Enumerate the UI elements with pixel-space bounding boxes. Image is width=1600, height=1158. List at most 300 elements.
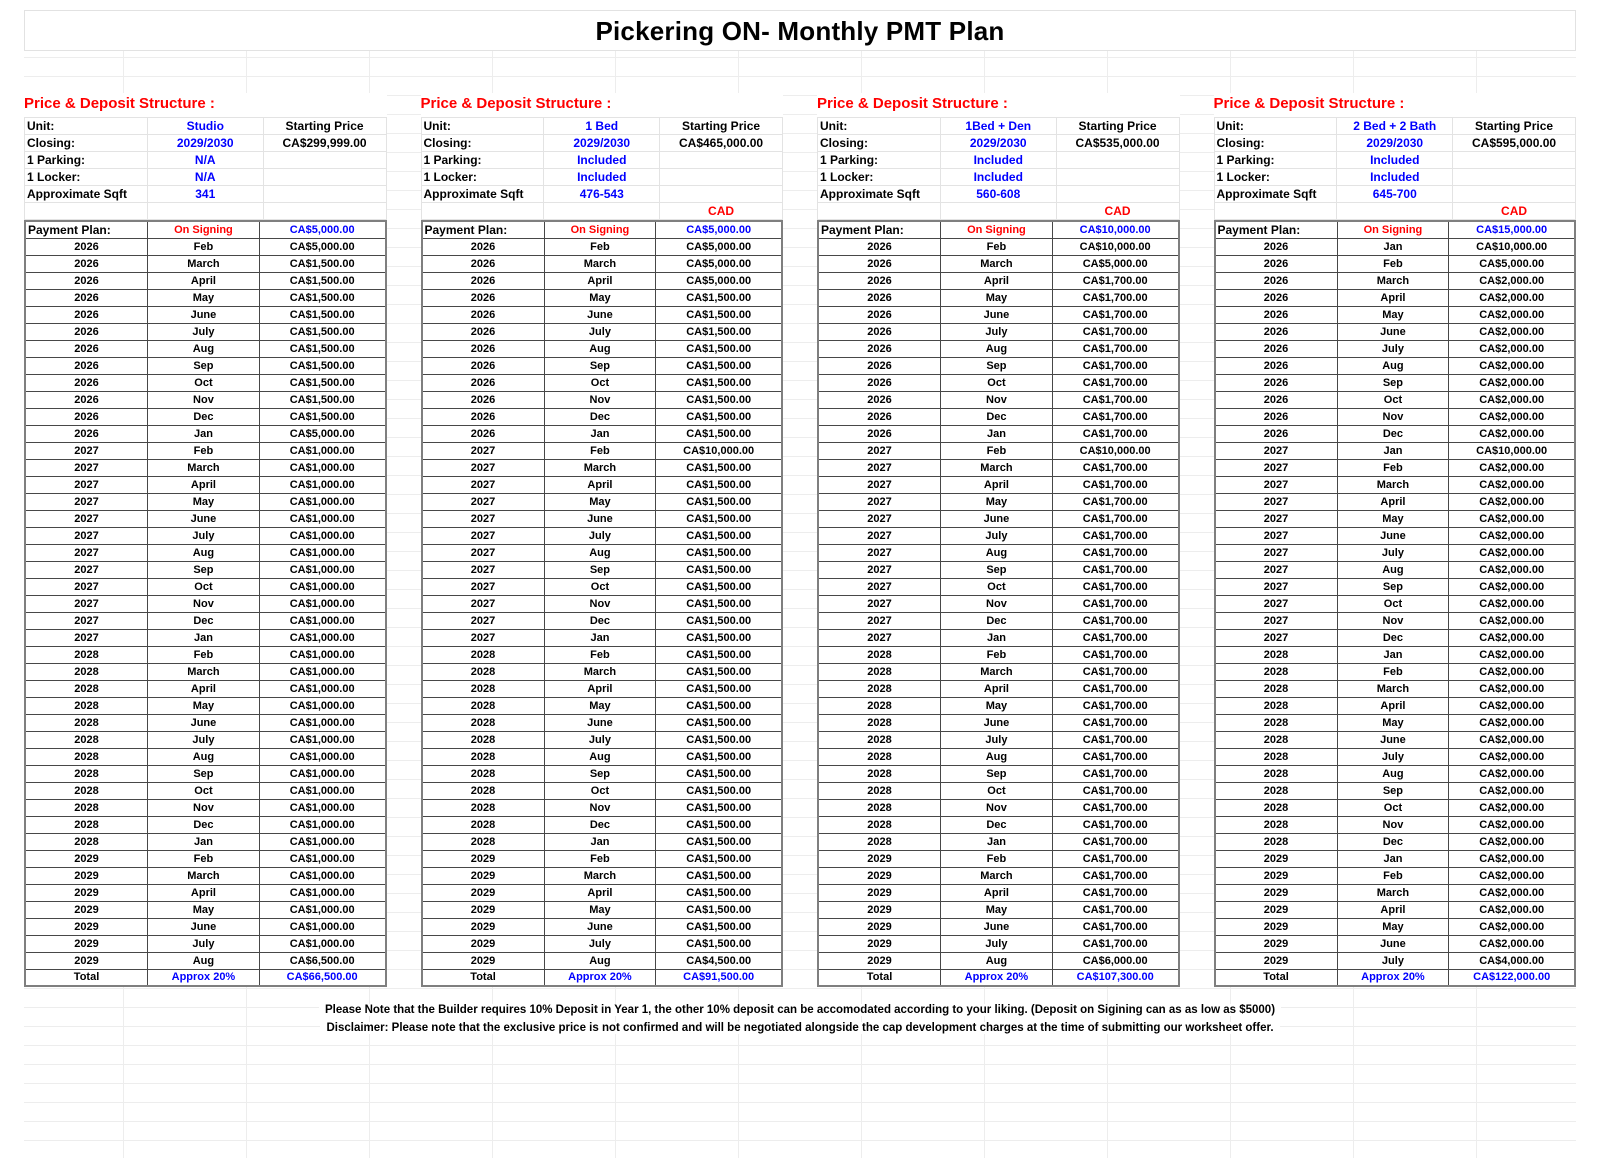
payment-year: 2028 — [25, 697, 148, 714]
payment-month: Sep — [1337, 374, 1449, 391]
payment-year: 2026 — [422, 374, 545, 391]
info-row — [818, 152, 1180, 169]
payment-month: June — [148, 510, 260, 527]
info-row — [25, 135, 387, 152]
payment-row — [1215, 527, 1576, 544]
payment-amount: CA$1,000.00 — [259, 493, 385, 510]
payment-year: 2028 — [25, 816, 148, 833]
payment-year: 2026 — [1215, 255, 1338, 272]
payment-row — [422, 255, 783, 272]
payment-plan-table — [817, 220, 1180, 987]
payment-amount: CA$1,500.00 — [656, 476, 782, 493]
payment-month: Oct — [544, 578, 656, 595]
plan-section-1bed-den — [817, 93, 1180, 987]
payment-year: 2027 — [1215, 561, 1338, 578]
payment-year: 2026 — [818, 408, 941, 425]
payment-month: Aug — [544, 952, 656, 969]
payment-year: 2026 — [818, 391, 941, 408]
payment-year: 2028 — [25, 663, 148, 680]
payment-plan-label: Payment Plan: — [1215, 221, 1338, 238]
payment-year: 2027 — [818, 561, 941, 578]
total-label: Total — [422, 969, 545, 986]
payment-amount: CA$1,700.00 — [1052, 578, 1178, 595]
payment-row — [25, 646, 386, 663]
payment-year: 2027 — [422, 561, 545, 578]
payment-amount: CA$1,700.00 — [1052, 391, 1178, 408]
payment-month: May — [544, 697, 656, 714]
payment-year: 2027 — [422, 442, 545, 459]
payment-amount: CA$2,000.00 — [1449, 731, 1575, 748]
payment-amount: CA$2,000.00 — [1449, 935, 1575, 952]
payment-row — [25, 816, 386, 833]
payment-month: May — [941, 901, 1053, 918]
total-row — [422, 969, 783, 986]
payment-year: 2026 — [818, 255, 941, 272]
payment-amount: CA$1,700.00 — [1052, 833, 1178, 850]
payment-row — [818, 476, 1179, 493]
payment-row — [25, 323, 386, 340]
payment-month: Jan — [1337, 850, 1449, 867]
starting-price-label: Starting Price — [263, 118, 386, 135]
payment-month: Aug — [544, 544, 656, 561]
payment-amount: CA$1,500.00 — [656, 612, 782, 629]
payment-row — [25, 833, 386, 850]
payment-year: 2027 — [25, 510, 148, 527]
payment-year: 2027 — [818, 476, 941, 493]
payment-amount: CA$1,700.00 — [1052, 612, 1178, 629]
payment-month: Aug — [148, 544, 260, 561]
payment-row — [1215, 255, 1576, 272]
payment-year: 2028 — [1215, 731, 1338, 748]
payment-row — [422, 935, 783, 952]
payment-month: Aug — [544, 748, 656, 765]
payment-amount: CA$1,700.00 — [1052, 289, 1178, 306]
payment-row — [422, 425, 783, 442]
payment-month: Sep — [1337, 578, 1449, 595]
payment-row — [1215, 374, 1576, 391]
payment-month: March — [148, 255, 260, 272]
payment-row — [25, 952, 386, 969]
payment-month: Nov — [148, 595, 260, 612]
payment-month: April — [1337, 697, 1449, 714]
payment-month: April — [941, 476, 1053, 493]
payment-year: 2029 — [25, 952, 148, 969]
parking-value: Included — [940, 152, 1056, 169]
payment-year: 2029 — [1215, 935, 1338, 952]
payment-year: 2026 — [818, 289, 941, 306]
payment-month: May — [148, 493, 260, 510]
payment-month: Feb — [941, 850, 1053, 867]
payment-amount: CA$1,700.00 — [1052, 476, 1178, 493]
payment-row — [422, 340, 783, 357]
payment-month: July — [148, 323, 260, 340]
payment-month: Dec — [1337, 425, 1449, 442]
payment-month: Feb — [544, 850, 656, 867]
payment-row — [422, 918, 783, 935]
payment-year: 2028 — [818, 799, 941, 816]
payment-year: 2027 — [1215, 493, 1338, 510]
payment-amount: CA$1,000.00 — [259, 544, 385, 561]
note-disclaimer: Disclaimer: Please note that the exclusive price is not confirmed and will be negotiated alongside the cap development charges at the time of submitting our worksheet offer. — [24, 1019, 1576, 1037]
closing-label: Closing: — [421, 135, 544, 152]
payment-month: Nov — [148, 799, 260, 816]
payment-row — [422, 629, 783, 646]
payment-amount: CA$4,500.00 — [656, 952, 782, 969]
payment-year: 2027 — [25, 476, 148, 493]
sqft-label: Approximate Sqft — [818, 186, 941, 203]
payment-year: 2027 — [25, 442, 148, 459]
payment-month: Oct — [941, 578, 1053, 595]
payment-row — [422, 595, 783, 612]
payment-amount: CA$1,700.00 — [1052, 867, 1178, 884]
payment-month: Feb — [1337, 255, 1449, 272]
payment-row — [25, 306, 386, 323]
payment-amount: CA$1,500.00 — [656, 731, 782, 748]
payment-month: Aug — [1337, 357, 1449, 374]
payment-month: Dec — [148, 408, 260, 425]
payment-month: July — [148, 527, 260, 544]
payment-row — [818, 765, 1179, 782]
payment-year: 2026 — [422, 255, 545, 272]
payment-month: April — [1337, 493, 1449, 510]
payment-row — [818, 561, 1179, 578]
payment-year: 2029 — [422, 884, 545, 901]
payment-row — [818, 493, 1179, 510]
unit-label: Unit: — [818, 118, 941, 135]
payment-amount: CA$1,500.00 — [656, 646, 782, 663]
payment-month: June — [941, 918, 1053, 935]
payment-month: Sep — [148, 561, 260, 578]
payment-plan-label: Payment Plan: — [422, 221, 545, 238]
payment-month: Sep — [148, 765, 260, 782]
payment-month: Oct — [148, 374, 260, 391]
payment-year: 2028 — [25, 765, 148, 782]
payment-row — [1215, 833, 1576, 850]
payment-amount: CA$1,500.00 — [259, 272, 385, 289]
payment-row — [25, 714, 386, 731]
payment-row — [1215, 918, 1576, 935]
payment-plan-header — [422, 221, 783, 238]
payment-row — [818, 425, 1179, 442]
payment-amount: CA$2,000.00 — [1449, 782, 1575, 799]
payment-row — [818, 357, 1179, 374]
on-signing-label: On Signing — [148, 221, 260, 238]
info-row — [818, 118, 1180, 135]
payment-row — [818, 255, 1179, 272]
payment-row — [422, 697, 783, 714]
payment-row — [25, 935, 386, 952]
payment-amount: CA$2,000.00 — [1449, 544, 1575, 561]
payment-year: 2029 — [1215, 952, 1338, 969]
payment-amount: CA$5,000.00 — [259, 238, 385, 255]
payment-month: Oct — [1337, 595, 1449, 612]
payment-row — [1215, 391, 1576, 408]
payment-month: June — [544, 510, 656, 527]
payment-month: July — [148, 731, 260, 748]
payment-row — [25, 748, 386, 765]
payment-year: 2029 — [25, 867, 148, 884]
payment-row — [1215, 765, 1576, 782]
on-signing-amount: CA$15,000.00 — [1449, 221, 1575, 238]
payment-amount: CA$2,000.00 — [1449, 884, 1575, 901]
payment-amount: CA$1,700.00 — [1052, 408, 1178, 425]
payment-year: 2026 — [818, 374, 941, 391]
payment-month: April — [544, 884, 656, 901]
payment-month: April — [148, 680, 260, 697]
payment-year: 2029 — [25, 850, 148, 867]
payment-year: 2027 — [422, 493, 545, 510]
payment-month: May — [1337, 714, 1449, 731]
payment-amount: CA$1,500.00 — [656, 629, 782, 646]
payment-month: May — [544, 493, 656, 510]
payment-amount: CA$2,000.00 — [1449, 459, 1575, 476]
payment-amount: CA$1,500.00 — [656, 697, 782, 714]
payment-year: 2028 — [25, 646, 148, 663]
payment-row — [1215, 782, 1576, 799]
approx-20-label: Approx 20% — [941, 969, 1053, 986]
payment-row — [818, 442, 1179, 459]
payment-row — [422, 459, 783, 476]
info-row — [1214, 118, 1576, 135]
payment-year: 2029 — [818, 935, 941, 952]
payment-year: 2027 — [1215, 442, 1338, 459]
payment-amount: CA$2,000.00 — [1449, 918, 1575, 935]
payment-month: March — [941, 663, 1053, 680]
payment-row — [422, 663, 783, 680]
payment-year: 2026 — [1215, 289, 1338, 306]
payment-year: 2028 — [1215, 714, 1338, 731]
payment-year: 2026 — [1215, 238, 1338, 255]
payment-row — [1215, 901, 1576, 918]
payment-amount: CA$10,000.00 — [1052, 238, 1178, 255]
payment-amount: CA$1,700.00 — [1052, 646, 1178, 663]
payment-year: 2027 — [25, 578, 148, 595]
payment-month: Aug — [544, 340, 656, 357]
payment-row — [25, 289, 386, 306]
payment-year: 2026 — [1215, 357, 1338, 374]
payment-year: 2027 — [422, 476, 545, 493]
payment-amount: CA$1,700.00 — [1052, 374, 1178, 391]
payment-amount: CA$2,000.00 — [1449, 799, 1575, 816]
payment-month: Dec — [941, 816, 1053, 833]
payment-month: Nov — [941, 799, 1053, 816]
payment-row — [422, 374, 783, 391]
payment-month: Nov — [1337, 408, 1449, 425]
payment-month: Jan — [544, 629, 656, 646]
payment-month: June — [1337, 323, 1449, 340]
payment-year: 2029 — [818, 901, 941, 918]
payment-year: 2027 — [1215, 578, 1338, 595]
payment-month: May — [941, 289, 1053, 306]
payment-month: July — [941, 935, 1053, 952]
payment-amount: CA$1,000.00 — [259, 731, 385, 748]
payment-row — [25, 680, 386, 697]
payment-row — [1215, 578, 1576, 595]
payment-month: April — [148, 476, 260, 493]
sqft-value: 341 — [147, 186, 263, 203]
payment-amount: CA$1,500.00 — [656, 306, 782, 323]
payment-month: March — [148, 867, 260, 884]
cad-label: CAD — [660, 203, 783, 220]
payment-month: May — [148, 901, 260, 918]
total-label: Total — [1215, 969, 1338, 986]
payment-month: June — [148, 714, 260, 731]
payment-year: 2027 — [818, 527, 941, 544]
locker-label: 1 Locker: — [818, 169, 941, 186]
payment-year: 2029 — [1215, 884, 1338, 901]
payment-year: 2028 — [818, 833, 941, 850]
payment-year: 2027 — [1215, 544, 1338, 561]
total-amount: CA$91,500.00 — [656, 969, 782, 986]
payment-year: 2028 — [25, 782, 148, 799]
payment-month: July — [1337, 544, 1449, 561]
payment-amount: CA$1,500.00 — [259, 357, 385, 374]
unit-label: Unit: — [25, 118, 148, 135]
payment-amount: CA$1,500.00 — [656, 833, 782, 850]
payment-year: 2026 — [818, 357, 941, 374]
payment-year: 2028 — [1215, 680, 1338, 697]
payment-month: April — [148, 272, 260, 289]
payment-month: Feb — [148, 850, 260, 867]
payment-month: Nov — [941, 595, 1053, 612]
payment-month: Feb — [544, 442, 656, 459]
payment-row — [818, 612, 1179, 629]
section-title: Price & Deposit Structure : — [420, 95, 612, 112]
payment-month: May — [148, 289, 260, 306]
payment-row — [1215, 748, 1576, 765]
cad-label: CAD — [1453, 203, 1576, 220]
info-row — [1214, 135, 1576, 152]
payment-month: Sep — [941, 561, 1053, 578]
payment-plan-table — [24, 220, 387, 987]
payment-row — [1215, 544, 1576, 561]
payment-year: 2028 — [25, 833, 148, 850]
payment-month: Oct — [148, 578, 260, 595]
payment-row — [25, 255, 386, 272]
payment-amount: CA$1,500.00 — [259, 306, 385, 323]
payment-row — [1215, 629, 1576, 646]
payment-row — [422, 646, 783, 663]
payment-amount: CA$1,000.00 — [259, 799, 385, 816]
info-row — [421, 169, 783, 186]
payment-row — [422, 782, 783, 799]
payment-amount: CA$2,000.00 — [1449, 833, 1575, 850]
starting-price-value: CA$299,999.00 — [263, 135, 386, 152]
payment-amount: CA$1,000.00 — [259, 510, 385, 527]
payment-year: 2029 — [818, 867, 941, 884]
payment-year: 2027 — [818, 629, 941, 646]
locker-value: N/A — [147, 169, 263, 186]
payment-year: 2026 — [25, 340, 148, 357]
payment-amount: CA$5,000.00 — [1052, 255, 1178, 272]
payment-row — [1215, 799, 1576, 816]
payment-amount: CA$1,000.00 — [259, 646, 385, 663]
payment-month: Dec — [1337, 629, 1449, 646]
payment-year: 2026 — [25, 255, 148, 272]
payment-plan-header — [818, 221, 1179, 238]
payment-year: 2028 — [422, 799, 545, 816]
payment-month: March — [941, 459, 1053, 476]
payment-row — [1215, 340, 1576, 357]
payment-month: Jan — [941, 425, 1053, 442]
payment-amount: CA$1,700.00 — [1052, 765, 1178, 782]
payment-amount: CA$2,000.00 — [1449, 901, 1575, 918]
payment-amount: CA$2,000.00 — [1449, 323, 1575, 340]
payment-month: March — [544, 255, 656, 272]
payment-amount: CA$6,500.00 — [259, 952, 385, 969]
info-row — [421, 203, 783, 220]
payment-amount: CA$1,700.00 — [1052, 697, 1178, 714]
payment-amount: CA$1,000.00 — [259, 833, 385, 850]
payment-year: 2027 — [818, 544, 941, 561]
payment-month: May — [1337, 306, 1449, 323]
payment-amount: CA$1,000.00 — [259, 442, 385, 459]
payment-year: 2026 — [25, 374, 148, 391]
payment-year: 2028 — [422, 748, 545, 765]
payment-month: June — [941, 306, 1053, 323]
payment-year: 2029 — [1215, 918, 1338, 935]
payment-year: 2029 — [818, 952, 941, 969]
payment-plan-header — [25, 221, 386, 238]
payment-row — [1215, 697, 1576, 714]
payment-amount: CA$1,000.00 — [259, 663, 385, 680]
sqft-label: Approximate Sqft — [1214, 186, 1337, 203]
payment-year: 2028 — [1215, 833, 1338, 850]
payment-row — [1215, 714, 1576, 731]
plans-container — [24, 93, 1576, 987]
payment-amount: CA$1,700.00 — [1052, 459, 1178, 476]
payment-month: July — [544, 731, 656, 748]
payment-row — [1215, 306, 1576, 323]
payment-row — [1215, 663, 1576, 680]
parking-label: 1 Parking: — [421, 152, 544, 169]
payment-month: April — [941, 272, 1053, 289]
payment-month: Nov — [148, 391, 260, 408]
payment-row — [1215, 646, 1576, 663]
total-amount: CA$107,300.00 — [1052, 969, 1178, 986]
payment-year: 2029 — [422, 850, 545, 867]
payment-amount: CA$10,000.00 — [1052, 442, 1178, 459]
total-row — [818, 969, 1179, 986]
payment-year: 2029 — [1215, 850, 1338, 867]
payment-row — [818, 374, 1179, 391]
payment-row — [422, 714, 783, 731]
unit-label: Unit: — [1214, 118, 1337, 135]
payment-year: 2027 — [422, 510, 545, 527]
payment-year: 2026 — [25, 323, 148, 340]
payment-amount: CA$2,000.00 — [1449, 374, 1575, 391]
payment-amount: CA$1,000.00 — [259, 935, 385, 952]
info-row — [1214, 186, 1576, 203]
payment-amount: CA$2,000.00 — [1449, 612, 1575, 629]
payment-amount: CA$1,700.00 — [1052, 748, 1178, 765]
payment-month: June — [1337, 527, 1449, 544]
payment-month: Feb — [1337, 459, 1449, 476]
payment-month: June — [544, 306, 656, 323]
starting-price-value: CA$535,000.00 — [1056, 135, 1179, 152]
payment-month: July — [544, 323, 656, 340]
payment-amount: CA$1,700.00 — [1052, 595, 1178, 612]
payment-month: Oct — [941, 374, 1053, 391]
payment-month: April — [148, 884, 260, 901]
payment-row — [818, 323, 1179, 340]
info-row — [421, 186, 783, 203]
payment-amount: CA$1,000.00 — [259, 816, 385, 833]
payment-row — [25, 918, 386, 935]
payment-amount: CA$1,500.00 — [656, 867, 782, 884]
payment-month: Feb — [148, 442, 260, 459]
payment-year: 2026 — [1215, 374, 1338, 391]
